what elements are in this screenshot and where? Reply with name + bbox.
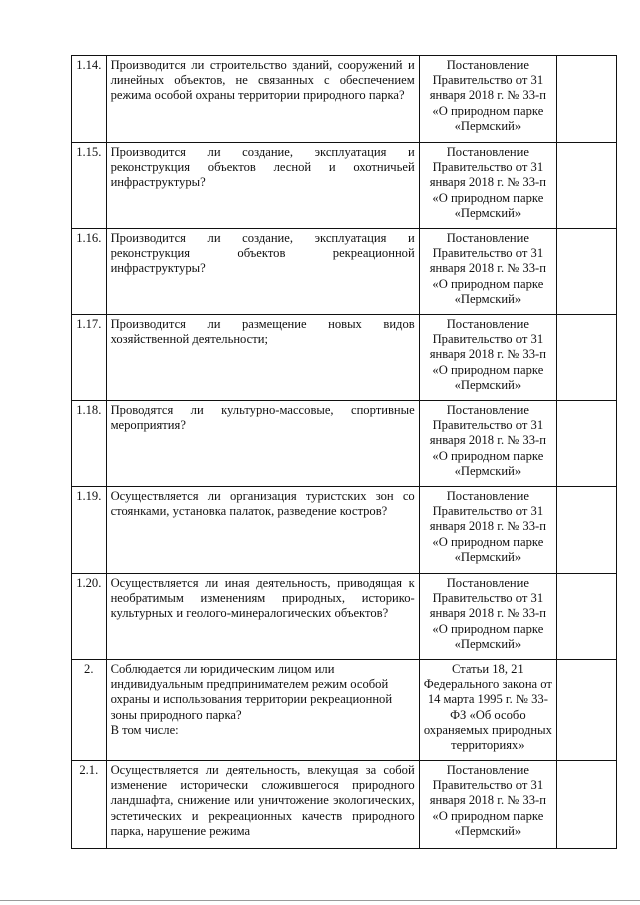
row-question-extra: В том числе: bbox=[110, 722, 179, 737]
row-number: 1.17. bbox=[72, 315, 107, 401]
row-question: Соблюдается ли юридическим лицом или индивидуальным предпринимателем режим особой охраны и использования территории рекреационной зоны природного парка? bbox=[110, 662, 393, 722]
checklist-table bbox=[71, 55, 617, 849]
row-answer-cell bbox=[556, 660, 616, 761]
row-number: 2. bbox=[72, 660, 107, 761]
row-number: 1.16. bbox=[72, 229, 107, 315]
row-legal-basis: Постановление Правительство от 31 января 2018 г. № 33-п «О природном парке «Пермский» bbox=[419, 487, 556, 574]
table-row bbox=[72, 315, 617, 401]
table-row bbox=[72, 761, 617, 849]
page-bottom-edge bbox=[0, 900, 640, 901]
row-question: Осуществляется ли деятельность, влекущая за собой изменение исторически сложившегося природного ландшафта, снижение или уничтожение экологических, эстетических и рекреационных качеств природного парка, нарушение режима bbox=[106, 761, 419, 849]
row-number: 1.19. bbox=[72, 487, 107, 574]
table-row bbox=[72, 229, 617, 315]
row-legal-basis: Постановление Правительство от 31 января 2018 г. № 33-п «О природном парке «Пермский» bbox=[419, 401, 556, 487]
row-answer-cell bbox=[556, 401, 616, 487]
row-question: Проводятся ли культурно-массовые, спортивные мероприятия? bbox=[106, 401, 419, 487]
row-number: 1.20. bbox=[72, 574, 107, 660]
row-answer-cell bbox=[556, 229, 616, 315]
table-row bbox=[72, 401, 617, 487]
table-row bbox=[72, 574, 617, 660]
row-answer-cell bbox=[556, 143, 616, 229]
row-legal-basis: Постановление Правительство от 31 января 2018 г. № 33-п «О природном парке «Пермский» bbox=[419, 761, 556, 849]
row-question: Производится ли строительство зданий, сооружений и линейных объектов, не связанных с обеспечением режима особой охраны территории природного парка? bbox=[106, 56, 419, 143]
row-question-cell bbox=[106, 660, 419, 761]
table-row bbox=[72, 487, 617, 574]
row-question: Осуществляется ли иная деятельность, приводящая к необратимым изменениям природных, историко-культурных и геолого-минералогических объектов? bbox=[106, 574, 419, 660]
row-legal-basis: Постановление Правительство от 31 января 2018 г. № 33-п «О природном парке «Пермский» bbox=[419, 574, 556, 660]
row-answer-cell bbox=[556, 487, 616, 574]
row-answer-cell bbox=[556, 315, 616, 401]
row-question: Производится ли создание, эксплуатация и реконструкция объектов лесной и охотничьей инфраструктуры? bbox=[106, 143, 419, 229]
row-number: 1.18. bbox=[72, 401, 107, 487]
row-answer-cell bbox=[556, 574, 616, 660]
table-row bbox=[72, 660, 617, 761]
row-question: Осуществляется ли организация туристских зон со стоянками, установка палаток, разведение костров? bbox=[106, 487, 419, 574]
row-legal-basis: Постановление Правительство от 31 января 2018 г. № 33-п «О природном парке «Пермский» bbox=[419, 56, 556, 143]
row-legal-basis: Статьи 18, 21 Федерального закона от 14 марта 1995 г. № 33-ФЗ «Об особо охраняемых природных территориях» bbox=[419, 660, 556, 761]
row-number: 1.14. bbox=[72, 56, 107, 143]
table-row bbox=[72, 143, 617, 229]
row-number: 2.1. bbox=[72, 761, 107, 849]
row-legal-basis: Постановление Правительство от 31 января 2018 г. № 33-п «О природном парке «Пермский» bbox=[419, 315, 556, 401]
row-question: Производится ли создание, эксплуатация и реконструкция объектов рекреационной инфраструктуры? bbox=[106, 229, 419, 315]
row-answer-cell bbox=[556, 761, 616, 849]
row-question: Производится ли размещение новых видов хозяйственной деятельности; bbox=[106, 315, 419, 401]
row-legal-basis: Постановление Правительство от 31 января 2018 г. № 33-п «О природном парке «Пермский» bbox=[419, 143, 556, 229]
row-number: 1.15. bbox=[72, 143, 107, 229]
table-row bbox=[72, 56, 617, 143]
row-answer-cell bbox=[556, 56, 616, 143]
row-legal-basis: Постановление Правительство от 31 января 2018 г. № 33-п «О природном парке «Пермский» bbox=[419, 229, 556, 315]
